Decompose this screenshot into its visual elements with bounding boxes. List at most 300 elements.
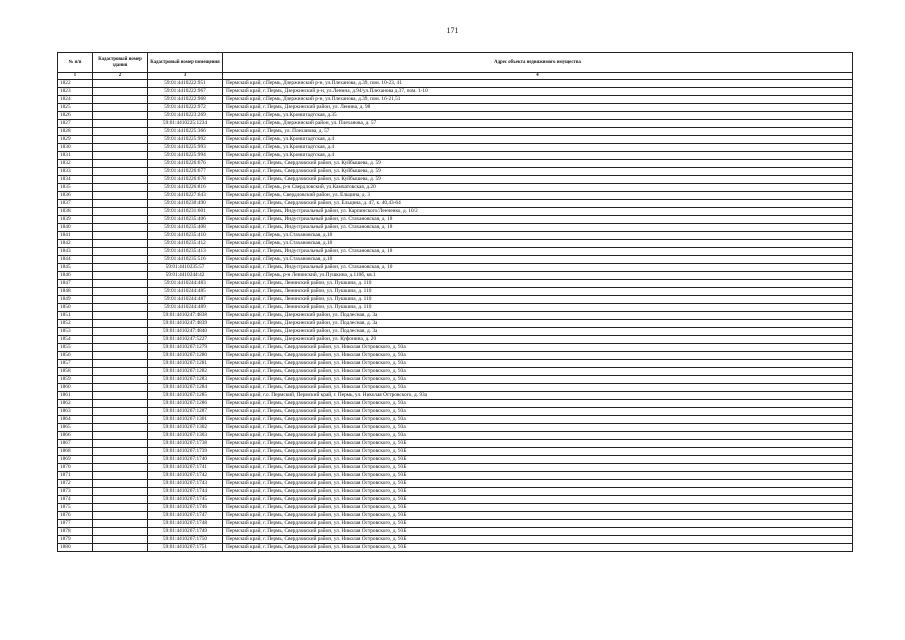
address-cell: Пермский край, г.Пермь, ул.Стахановская, д.18 [223,232,853,240]
room-cadastral-cell: 59:01:4410267:1286 [148,400,223,408]
building-cadastral-cell [93,152,148,160]
address-cell: Пермский край, г. Пермь, Свердловский район, ул. Николая Островского, д. 93Б [223,528,853,536]
table-row [58,176,853,184]
building-cadastral-cell [93,448,148,456]
room-cadastral-cell: 59:01:4410247:4838 [148,312,223,320]
room-cadastral-cell: 59:01:4410235:410 [148,232,223,240]
row-number-cell: 1861 [58,392,93,400]
address-cell: Пермский край, г. Пермь, Индустриальный район, ул. Стахановская, д. 10 [223,264,853,272]
building-cadastral-cell [93,424,148,432]
room-cadastral-cell: 59:01:4410267:1301 [148,416,223,424]
room-cadastral-cell: 59:01:4410267:1751 [148,544,223,552]
address-cell: Пермский край, г. Пермь, Ленинский район, ул. Пушкина, д. 110 [223,288,853,296]
building-cadastral-cell [93,296,148,304]
address-cell: Пермский край, г. Пермь, Ленинский район, ул. Пушкина, д. 110 [223,280,853,288]
table-row [58,472,853,480]
building-cadastral-cell [93,280,148,288]
table-row [58,544,853,552]
table-row [58,160,853,168]
address-cell: Пермский край, г.Пермь, р-н Свердловский, ул.Камчатовская, д.20 [223,184,853,192]
address-cell: Пермский край, г. Пермь, Свердловский район, ул. Куйбышева, д. 59 [223,168,853,176]
address-cell: Пермский край, г.о. Пермский, Пермский край, г. Пермь, ул. Николая Островского, д. 93а [223,392,853,400]
address-cell: Пермский край, г. Пермь, Свердловский район, ул. Николая Островского, д. 93Б [223,448,853,456]
row-number-cell: 1867 [58,440,93,448]
address-cell: Пермский край, г. Пермь, Свердловский район, ул. Николая Островского, д. 93а [223,344,853,352]
building-cadastral-cell [93,352,148,360]
table-row [58,184,853,192]
row-number-cell: 1825 [58,104,93,112]
address-cell: Пермский край, г. Пермь, ул. Плеханова, д. 57 [223,128,853,136]
address-cell: Пермский край, г. Пермь, Свердловский район, ул. Николая Островского, д. 93а [223,352,853,360]
row-number-cell: 1864 [58,416,93,424]
building-cadastral-cell [93,480,148,488]
table-row [58,424,853,432]
room-cadastral-cell: 59:01:4410227:643 [148,192,223,200]
building-cadastral-cell [93,264,148,272]
row-number-cell: 1877 [58,520,93,528]
table-row [58,432,853,440]
room-cadastral-cell: 59:01:4410267:1280 [148,352,223,360]
building-cadastral-cell [93,528,148,536]
address-cell: Пермский край, г. Пермь, Дзержинский район, ул. Ленина, д. 98 [223,104,853,112]
address-cell: Пермский край, г. Пермь, Индустриальный район, ул. Стахановская, д. 18 [223,248,853,256]
room-cadastral-cell: 59:01:4410244:483 [148,280,223,288]
room-cadastral-cell: 59:01:4410267:1742 [148,472,223,480]
row-number-cell: 1843 [58,248,93,256]
address-cell: Пермский край, г.Пермь, ул.Кронштадтская, д.4 [223,144,853,152]
building-cadastral-cell [93,216,148,224]
address-cell: Пермский край, г. Пермь, Индустриальный район, ул. Стахановская, д. 18 [223,224,853,232]
building-cadastral-cell [93,536,148,544]
address-cell: Пермский край, г. Пермь, Свердловский район, ул. Николая Островского, д. 93а [223,408,853,416]
table-row [58,80,853,88]
header-room-cadastral: Кадастровый номер помещения [148,53,223,73]
building-cadastral-cell [93,248,148,256]
room-cadastral-cell: 59:01:4410223:269 [148,112,223,120]
room-cadastral-cell: 59:01:4410226:677 [148,168,223,176]
building-cadastral-cell [93,384,148,392]
building-cadastral-cell [93,168,148,176]
address-cell: Пермский край, г. Пермь, Свердловский район, ул. Николая Островского, д. 93Б [223,520,853,528]
address-cell: Пермский край, г. Пермь, Дзержинский район, ул. Подлесная, д. 3а [223,320,853,328]
row-number-cell: 1837 [58,200,93,208]
room-cadastral-cell: 59:01:4410230:490 [148,200,223,208]
row-number-cell: 1828 [58,128,93,136]
building-cadastral-cell [93,504,148,512]
building-cadastral-cell [93,312,148,320]
room-cadastral-cell: 59:01:4410267:1748 [148,520,223,528]
room-cadastral-cell: 59:01:4410267:1738 [148,440,223,448]
column-number: 4 [223,73,853,80]
property-table [57,52,853,552]
room-cadastral-cell: 59:01:4410267:1303 [148,432,223,440]
room-cadastral-cell: 59:01:4410225:994 [148,152,223,160]
table-row [58,288,853,296]
room-cadastral-cell: 59:01:4410267:1282 [148,368,223,376]
building-cadastral-cell [93,344,148,352]
table-row [58,112,853,120]
row-number-cell: 1859 [58,376,93,384]
address-cell: Пермский край, г. Пермь, Дзержинский район, ул. Подлесная, д. 3а [223,328,853,336]
room-cadastral-cell: 59:01:4410235:516 [148,256,223,264]
row-number-cell: 1822 [58,80,93,88]
building-cadastral-cell [93,96,148,104]
row-number-cell: 1834 [58,176,93,184]
table-row [58,296,853,304]
table-row [58,528,853,536]
table-row [58,352,853,360]
address-cell: Пермский край, г.Пермь, ул.Стахановская, д.18 [223,240,853,248]
address-cell: Пермский край, г. Пермь, Индустриальный район, ул. Стахановская, д. 18 [223,216,853,224]
building-cadastral-cell [93,464,148,472]
room-cadastral-cell: 59:01:4410267:1284 [148,384,223,392]
address-cell: Пермский край, г.Пермь, Дзержинский р-н, ул.Плеханова, д.39, пом. 10-23, 41 [223,80,853,88]
table-row [58,264,853,272]
building-cadastral-cell [93,136,148,144]
room-cadastral-cell: 59:01:4410267:1744 [148,488,223,496]
address-cell: Пермский край, г.Пермь, р-н Ленинский, ул.Пушкина, д.110б, кв.1 [223,272,853,280]
row-number-cell: 1835 [58,184,93,192]
room-cadastral-cell: 59:01:4410244:487 [148,296,223,304]
page-number: 171 [446,26,459,35]
row-number-cell: 1878 [58,528,93,536]
table-row [58,480,853,488]
building-cadastral-cell [93,416,148,424]
row-number-cell: 1879 [58,536,93,544]
row-number-cell: 1844 [58,256,93,264]
address-cell: Пермский край, г. Пермь, Свердловский район, ул. Николая Островского, д. 93а [223,432,853,440]
room-cadastral-cell: 59:01:4410267:1302 [148,424,223,432]
building-cadastral-cell [93,304,148,312]
building-cadastral-cell [93,328,148,336]
room-cadastral-cell: 59:01:4410225:993 [148,144,223,152]
address-cell: Пермский край, г. Пермь, Свердловский район, ул. Куйбышева, д. 59 [223,176,853,184]
room-cadastral-cell: 59:01:4410267:1281 [148,360,223,368]
room-cadastral-cell: 59:01:4410247:4840 [148,328,223,336]
address-cell: Пермский край, г. Пермь, Свердловский район, ул. Куйбышева, д. 59 [223,160,853,168]
row-number-cell: 1823 [58,88,93,96]
row-number-cell: 1840 [58,224,93,232]
building-cadastral-cell [93,224,148,232]
table-row [58,200,853,208]
room-cadastral-cell: 59:01:4410222:951 [148,80,223,88]
address-cell: Пермский край, г. Пермь, Свердловский район, ул. Николая Островского, д. 93Б [223,544,853,552]
row-number-cell: 1853 [58,328,93,336]
row-number-cell: 1871 [58,472,93,480]
room-cadastral-cell: 59:01:4410222:972 [148,104,223,112]
table-row [58,256,853,264]
row-number-cell: 1854 [58,336,93,344]
building-cadastral-cell [93,512,148,520]
row-number-cell: 1873 [58,488,93,496]
room-cadastral-cell: 59:01:4410247:4839 [148,320,223,328]
address-cell: Пермский край, г. Пермь, Свердловский район, ул. Николая Островского, д. 93а [223,416,853,424]
address-cell: Пермский край, г. Пермь, Дзержинский район, ул. Подлесная, д. 3а [223,312,853,320]
room-cadastral-cell: 59:01:4410225:992 [148,136,223,144]
building-cadastral-cell [93,456,148,464]
row-number-cell: 1852 [58,320,93,328]
row-number-cell: 1870 [58,464,93,472]
building-cadastral-cell [93,104,148,112]
address-cell: Пермский край, г. Пермь, Свердловский район, ул. Николая Островского, д. 93а [223,360,853,368]
room-cadastral-cell: 59:01:4410267:1739 [148,448,223,456]
address-cell: Пермский край, г.Пермь, ул.Кронштадтская, д.35 [223,112,853,120]
address-cell: Пермский край, г. Пермь, Дзержинский район, ул. Куфонина, д. 20 [223,336,853,344]
table-row [58,208,853,216]
address-cell: Пермский край, г. Пермь, Свердловский район, ул. Николая Островского, д. 93а [223,376,853,384]
table-row [58,504,853,512]
row-number-cell: 1833 [58,168,93,176]
address-cell: Пермский край, г. Пермь, Свердловский район, ул. Николая Островского, д. 93Б [223,504,853,512]
building-cadastral-cell [93,120,148,128]
building-cadastral-cell [93,144,148,152]
room-cadastral-cell: 59:01:4410225:1234 [148,120,223,128]
table-row [58,248,853,256]
address-cell: Пермский край, г. Пермь, Ленинский район, ул. Пушкина, д. 110 [223,296,853,304]
room-cadastral-cell: 59:01:4410231:601 [148,208,223,216]
column-number: 3 [148,73,223,80]
table-row [58,512,853,520]
row-number-cell: 1858 [58,368,93,376]
row-number-cell: 1839 [58,216,93,224]
table-row [58,168,853,176]
table-row [58,224,853,232]
row-number-cell: 1826 [58,112,93,120]
row-number-cell: 1836 [58,192,93,200]
room-cadastral-cell: 59:01:4410235:57 [148,264,223,272]
building-cadastral-cell [93,176,148,184]
address-cell: Пермский край, г. Пермь, Свердловский район, ул. Николая Островского, д. 93а [223,400,853,408]
table-row [58,408,853,416]
room-cadastral-cell: 59:01:4410226:678 [148,176,223,184]
row-number-cell: 1880 [58,544,93,552]
building-cadastral-cell [93,360,148,368]
table-body [58,80,853,552]
address-cell: Пермский край, г. Пермь, Свердловский район, ул. Николая Островского, д. 93Б [223,536,853,544]
building-cadastral-cell [93,208,148,216]
building-cadastral-cell [93,128,148,136]
building-cadastral-cell [93,488,148,496]
room-cadastral-cell: 59:01:4410267:1743 [148,480,223,488]
address-cell: Пермский край, г. Пермь, Свердловский район, ул. Николая Островского, д. 93а [223,384,853,392]
table-header-row [58,53,853,73]
address-cell: Пермский край, г. Пермь, Свердловский район, ул. Николая Островского, д. 93а [223,424,853,432]
row-number-cell: 1869 [58,456,93,464]
table-row [58,464,853,472]
table-row [58,312,853,320]
building-cadastral-cell [93,272,148,280]
address-cell: Пермский край, г.Пермь, ул.Стахановская, д.18 [223,256,853,264]
table-row [58,336,853,344]
building-cadastral-cell [93,112,148,120]
table-row [58,152,853,160]
table-row [58,328,853,336]
room-cadastral-cell: 59:01:4410222:968 [148,96,223,104]
address-cell: Пермский край, г. Пермь, Свердловский район, ул. Николая Островского, д. 93Б [223,496,853,504]
room-cadastral-cell: 59:01:4410235:406 [148,216,223,224]
column-number: 1 [58,73,93,80]
address-cell: Пермский край, г. Пермь, Индустриальный район, ул. Карпинского/Ленченко, д. 10/2 [223,208,853,216]
room-cadastral-cell: 59:01:4410267:1285 [148,392,223,400]
table-row [58,400,853,408]
row-number-cell: 1849 [58,296,93,304]
address-cell: Пермский край, г. Пермь, Свердловский район, ул. Николая Островского, д. 93Б [223,512,853,520]
address-cell: Пермский край, г. Пермь, Свердловский район, ул. Николая Островского, д. 93Б [223,456,853,464]
room-cadastral-cell: 59:01:4410244:42 [148,272,223,280]
row-number-cell: 1866 [58,432,93,440]
table-row [58,144,853,152]
table-row [58,128,853,136]
building-cadastral-cell [93,520,148,528]
building-cadastral-cell [93,544,148,552]
table-row [58,368,853,376]
room-cadastral-cell: 59:01:4410235:412 [148,240,223,248]
table-row [58,536,853,544]
room-cadastral-cell: 59:01:4410226:816 [148,184,223,192]
row-number-cell: 1845 [58,264,93,272]
row-number-cell: 1860 [58,384,93,392]
building-cadastral-cell [93,408,148,416]
column-number: 2 [93,73,148,80]
table-row [58,392,853,400]
row-number-cell: 1832 [58,160,93,168]
building-cadastral-cell [93,440,148,448]
building-cadastral-cell [93,160,148,168]
table-row [58,416,853,424]
table-row [58,360,853,368]
row-number-cell: 1872 [58,480,93,488]
row-number-cell: 1841 [58,232,93,240]
row-number-cell: 1842 [58,240,93,248]
building-cadastral-cell [93,336,148,344]
address-cell: Пермский край, г. Пермь, Свердловский район, ул. Николая Островского, д. 93Б [223,488,853,496]
row-number-cell: 1862 [58,400,93,408]
address-cell: Пермский край, г.Пермь, Дзержинский р-н, ул.Плеханова, д.39, пом. 16-21,51 [223,96,853,104]
room-cadastral-cell: 59:01:4410235:413 [148,248,223,256]
row-number-cell: 1857 [58,360,93,368]
building-cadastral-cell [93,472,148,480]
row-number-cell: 1868 [58,448,93,456]
table-row [58,496,853,504]
table-row [58,192,853,200]
row-number-cell: 1830 [58,144,93,152]
building-cadastral-cell [93,88,148,96]
table-row [58,456,853,464]
address-cell: Пермский край, г.Пермь, ул.Кронштадтская, д.4 [223,136,853,144]
room-cadastral-cell: 59:01:4410267:1740 [148,456,223,464]
row-number-cell: 1850 [58,304,93,312]
room-cadastral-cell: 59:01:4410244:485 [148,288,223,296]
table-row [58,136,853,144]
room-cadastral-cell: 59:01:4410267:1749 [148,528,223,536]
table-row [58,240,853,248]
table-row [58,440,853,448]
room-cadastral-cell: 59:01:4410267:1745 [148,496,223,504]
table-row [58,304,853,312]
address-cell: Пермский край, г.Пермь, Свердловский район, ул. Ельцина, д. 3 [223,192,853,200]
table-row [58,120,853,128]
row-number-cell: 1831 [58,152,93,160]
table-row [58,232,853,240]
address-cell: Пермский край, г. Пермь, Свердловский район, ул. Николая Островского, д. 93Б [223,440,853,448]
room-cadastral-cell: 59:01:4410225:366 [148,128,223,136]
row-number-cell: 1875 [58,504,93,512]
building-cadastral-cell [93,320,148,328]
row-number-cell: 1829 [58,136,93,144]
room-cadastral-cell: 59:01:4410222:967 [148,88,223,96]
address-cell: Пермский край, г.Пермь, Дзержинский район, ул. Плеханова, д. 57 [223,120,853,128]
room-cadastral-cell: 59:01:4410267:1279 [148,344,223,352]
table-row [58,520,853,528]
building-cadastral-cell [93,80,148,88]
header-building-cadastral: Кадастровый номер здания [93,53,148,73]
row-number-cell: 1855 [58,344,93,352]
room-cadastral-cell: 59:01:4410267:1747 [148,512,223,520]
building-cadastral-cell [93,496,148,504]
address-cell: Пермский край, г. Пермь, Свердловский район, ул. Ельцина, д. 47, к. 40,43-64 [223,200,853,208]
building-cadastral-cell [93,192,148,200]
table-row [58,376,853,384]
room-cadastral-cell: 59:01:4410226:676 [148,160,223,168]
table-row [58,320,853,328]
table-row [58,272,853,280]
room-cadastral-cell: 59:01:4410267:1283 [148,376,223,384]
building-cadastral-cell [93,232,148,240]
row-number-cell: 1838 [58,208,93,216]
room-cadastral-cell: 59:01:4410267:1746 [148,504,223,512]
table-row [58,344,853,352]
row-number-cell: 1847 [58,280,93,288]
building-cadastral-cell [93,200,148,208]
row-number-cell: 1848 [58,288,93,296]
building-cadastral-cell [93,240,148,248]
room-cadastral-cell: 59:01:4410267:1741 [148,464,223,472]
address-cell: Пермский край, г. Пермь, Свердловский район, ул. Николая Островского, д. 93а [223,368,853,376]
table-row [58,384,853,392]
row-number-cell: 1876 [58,512,93,520]
table-row [58,88,853,96]
table-row [58,104,853,112]
building-cadastral-cell [93,368,148,376]
column-number-row [58,73,853,80]
table-row [58,280,853,288]
room-cadastral-cell: 59:01:4410235:408 [148,224,223,232]
address-cell: Пермский край, г. Пермь, Свердловский район, ул. Николая Островского, д. 93Б [223,480,853,488]
building-cadastral-cell [93,392,148,400]
row-number-cell: 1856 [58,352,93,360]
table-row [58,448,853,456]
address-cell: Пермский край, г.Пермь, ул.Кронштадтская, д.4 [223,152,853,160]
room-cadastral-cell: 59:01:4410244:489 [148,304,223,312]
room-cadastral-cell: 59:01:4410267:1287 [148,408,223,416]
building-cadastral-cell [93,184,148,192]
building-cadastral-cell [93,288,148,296]
table-row [58,96,853,104]
building-cadastral-cell [93,256,148,264]
row-number-cell: 1827 [58,120,93,128]
row-number-cell: 1824 [58,96,93,104]
address-cell: Пермский край, г. Пермь, Дзержинский р-н, ул.Ленина, д.94/ул.Плеханова д.37, пом. 1-10 [223,88,853,96]
address-cell: Пермский край, г. Пермь, Свердловский район, ул. Николая Островского, д. 93Б [223,464,853,472]
building-cadastral-cell [93,400,148,408]
room-cadastral-cell: 59:01:4410247:5227 [148,336,223,344]
row-number-cell: 1865 [58,424,93,432]
header-address: Адрес объекта недвижимого имущества [223,53,853,73]
room-cadastral-cell: 59:01:4410267:1750 [148,536,223,544]
building-cadastral-cell [93,376,148,384]
address-cell: Пермский край, г. Пермь, Ленинский район, ул. Пушкина, д. 110 [223,304,853,312]
row-number-cell: 1863 [58,408,93,416]
